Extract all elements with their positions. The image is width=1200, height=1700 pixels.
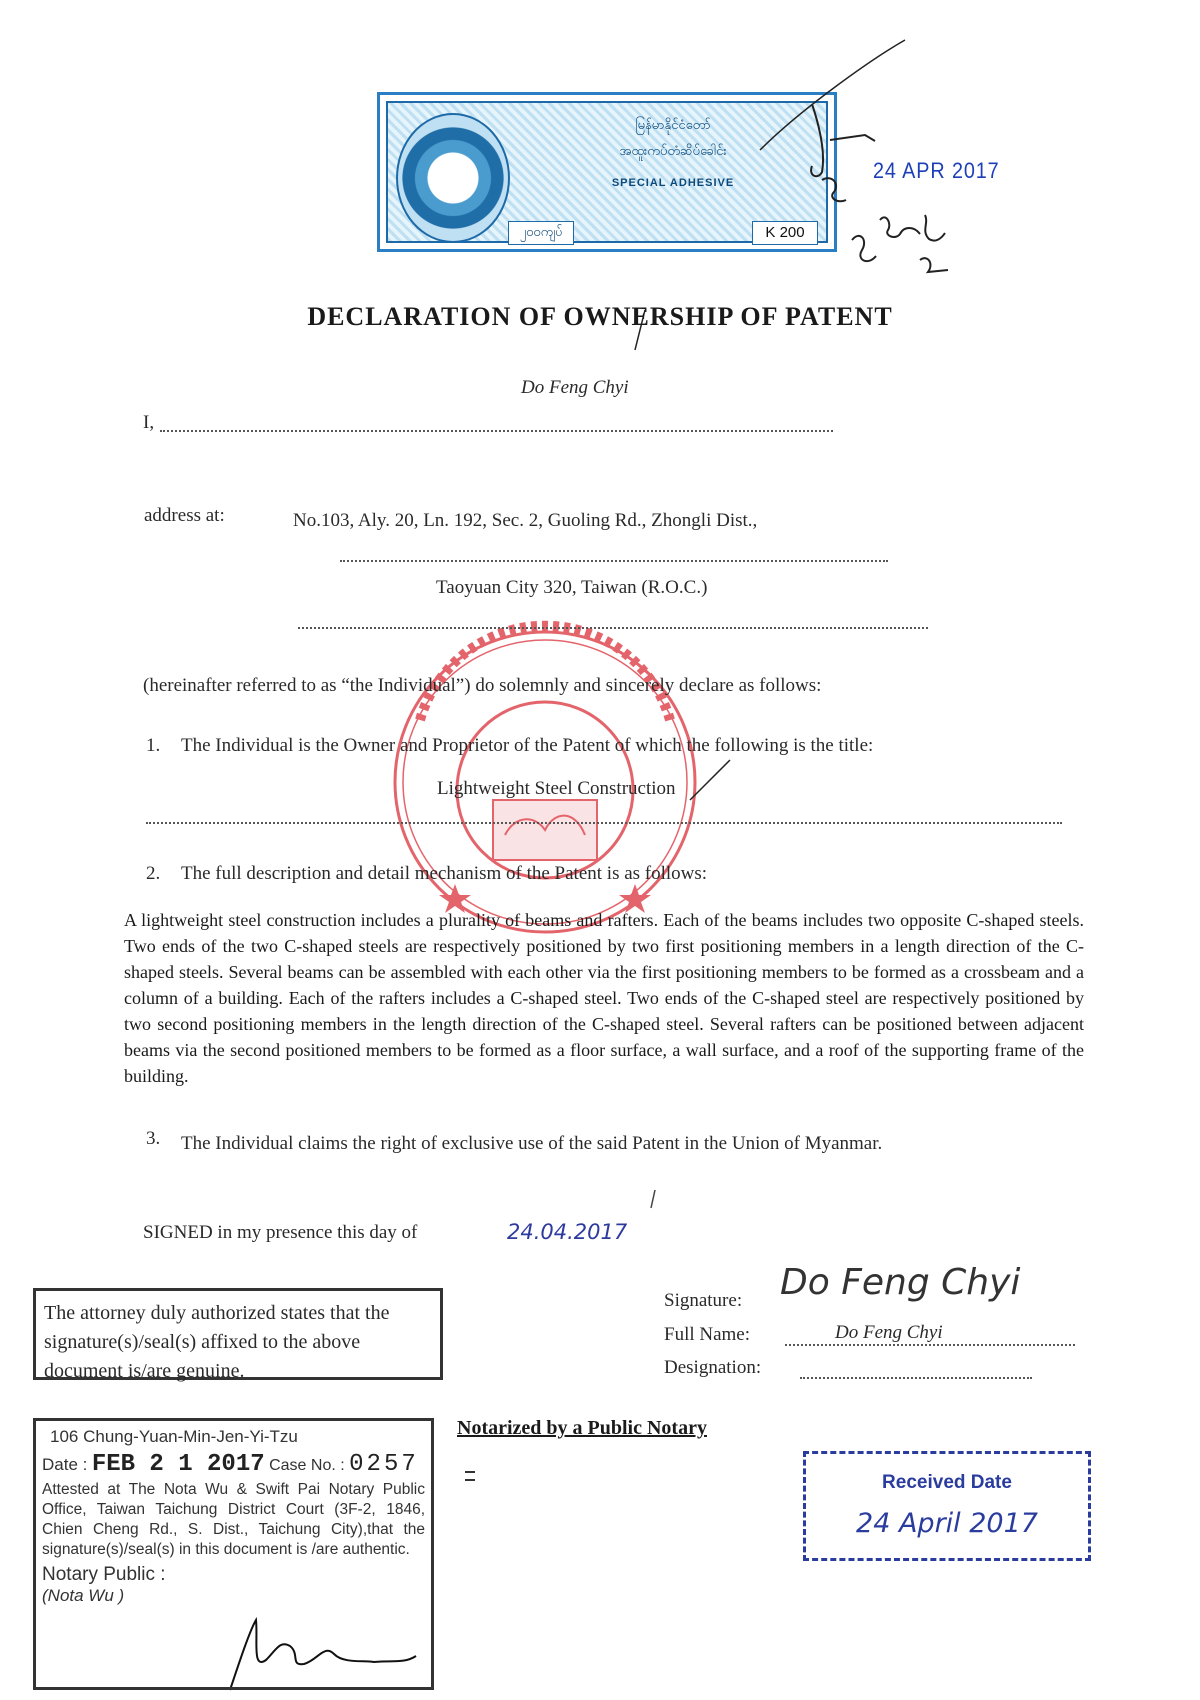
signed-date: 24.04.2017	[507, 1220, 628, 1244]
intro-text: (hereinafter referred to as “the Individual”) do solemnly and sincerely declare as follows:	[143, 675, 822, 696]
received-date-value: 24 April 2017	[856, 1508, 1038, 1539]
full-name-value: Do Feng Chyi	[835, 1322, 943, 1343]
item3-text: The Individual claims the right of exclusive use of the said Patent in the Union of Myanmar.	[181, 1133, 883, 1154]
page-title: DECLARATION OF OWNERSHIP OF PATENT	[307, 302, 893, 331]
designation-dotted-line	[800, 1377, 1032, 1379]
full-name-dotted-line	[785, 1344, 1075, 1346]
designation-label: Designation:	[664, 1357, 762, 1378]
declarant-prefix: I,	[143, 412, 155, 433]
item1-text: The Individual is the Owner and Proprietor of the Patent of which the following is the title:	[181, 735, 874, 756]
address-line1: No.103, Aly. 20, Ln. 192, Sec. 2, Guoling Rd., Zhongli Dist.,	[293, 510, 758, 531]
stamp-burmese-line1: မြန်မာနိုင်ငံတော်	[635, 118, 711, 133]
notary-name: (Nota Wu )	[42, 1586, 125, 1605]
declarant-dotted-line	[160, 430, 833, 432]
signature-label: Signature:	[664, 1290, 743, 1311]
notary-body: Attested at The Nota Wu & Swift Pai Notary Public Office, Taiwan Taichung District Court (3F-2, 1846, Chien Cheng Rd., S. Dist., Taichung City),that the signature(s)/seal(s) in this document is /are authentic.	[42, 1481, 425, 1558]
attorney-statement-box: The attorney duly authorized states that the signature(s)/seal(s) affixed to the above document is/are genuine.	[33, 1288, 443, 1380]
received-label: Received Date	[882, 1472, 1012, 1493]
address-line2: Taoyuan City 320, Taiwan (R.O.C.)	[436, 577, 708, 598]
notary-date-value: FEB 2 1 2017	[91, 1451, 265, 1478]
signed-text: SIGNED in my presence this day of	[143, 1222, 418, 1243]
address-label: address at:	[144, 505, 225, 526]
stamp-value-burmese: ၂၀၀ကျပ်	[508, 221, 574, 245]
stamp-burmese-line2: အထူးကပ်တံဆိပ်ခေါင်း	[619, 144, 727, 159]
notary-ref: 106 Chung-Yuan-Min-Jen-Yi-Tzu	[50, 1427, 298, 1446]
address-dotted-line-2	[298, 627, 928, 629]
notary-public-label: Notary Public :	[42, 1564, 166, 1585]
case-label: Case No. :	[269, 1457, 345, 1474]
item1-number: 1.	[146, 735, 161, 756]
notary-date-label: Date :	[42, 1455, 88, 1474]
patent-description: A lightweight steel construction includes a plurality of beams and rafters. Each of the beams includes two opposite C-shaped steels. Two ends of the two C-shaped steels are respectively positioned by two first positioning members in a length direction of the C-shaped steels. Several beams can be assembled with each other via the first positioning members to be formed as a crossbeam and a column of a building. Each of the rafters includes a C-shaped steel. Two ends of the C-shaped steel are respectively positioned by two second positioning members in the length direction of the C-shaped steel. Several rafters can be positioned between adjacent beams via the second positioned members to be formed as a floor surface, a wall surface, and a roof of the supporting frame of the building.	[124, 910, 1084, 1086]
date-stamp: 24 APR 2017	[873, 158, 1000, 183]
stamp-label: SPECIAL ADHESIVE	[611, 177, 735, 189]
item2-text: The full description and detail mechanism of the Patent is as follows:	[181, 863, 708, 884]
patent-title: Lightweight Steel Construction	[437, 778, 676, 799]
item3-number: 3.	[146, 1128, 161, 1149]
item2-number: 2.	[146, 863, 161, 884]
patent-title-dotted-line	[146, 822, 1062, 824]
signature-handwritten: Do Feng Chyi	[780, 1262, 1021, 1303]
notary-attestation-box	[33, 1418, 434, 1690]
address-dotted-line-1	[340, 560, 888, 562]
declarant-name: Do Feng Chyi	[521, 377, 629, 398]
case-value: 0257	[349, 1451, 419, 1478]
received-date-stamp	[803, 1451, 1091, 1561]
stamp-value: K 200	[752, 221, 818, 245]
full-name-label: Full Name:	[664, 1324, 751, 1345]
notarized-heading: Notarized by a Public Notary	[457, 1417, 707, 1439]
